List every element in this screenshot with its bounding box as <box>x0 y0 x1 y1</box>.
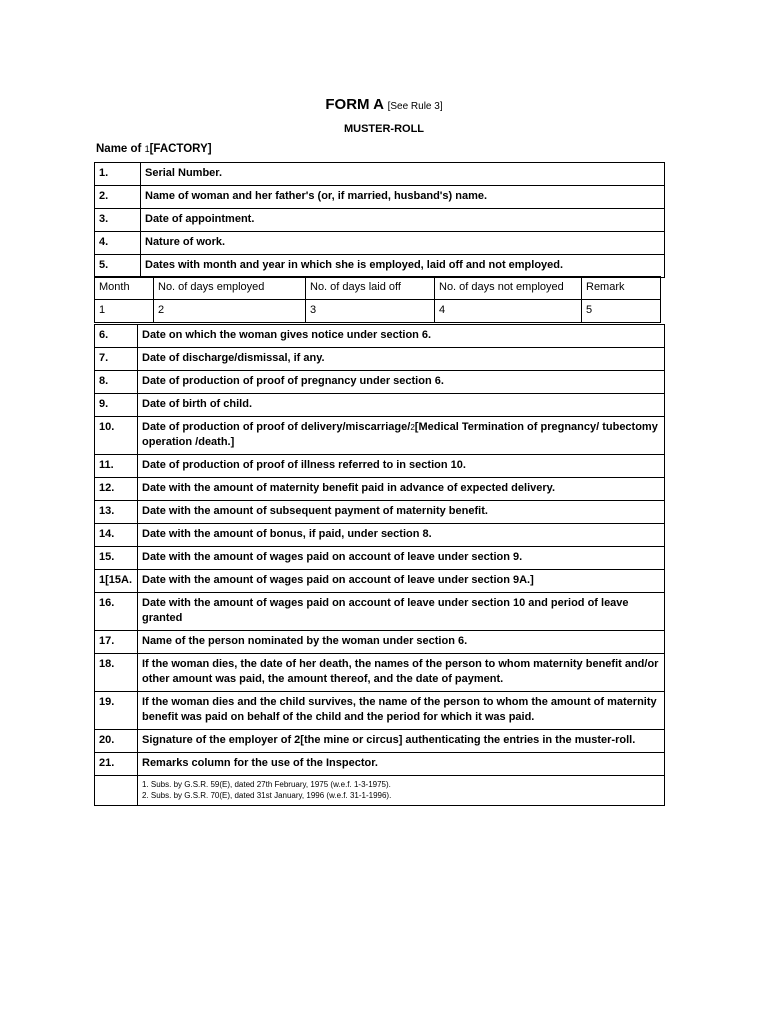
column-number: 5 <box>582 300 661 323</box>
form-subtitle: MUSTER-ROLL <box>343 123 425 135</box>
table-row <box>95 501 665 524</box>
footnote-spacer <box>95 776 138 806</box>
table-row <box>95 478 665 501</box>
row-number: 18. <box>95 654 138 692</box>
footnote-2: 2. Subs. by G.S.R. 70(E), dated 31st January, 1996 (w.e.f. 31-1-1996). <box>142 791 392 800</box>
table-row <box>95 371 665 394</box>
table-row <box>95 255 665 278</box>
table-row <box>95 753 665 776</box>
header-days-not-employed: No. of days not employed <box>435 277 582 300</box>
row-number: 16. <box>95 593 138 631</box>
row-text: Serial Number. <box>141 163 665 186</box>
table-row <box>95 325 665 348</box>
row-text: Remarks column for the use of the Inspector. <box>138 753 665 776</box>
row-number: 13. <box>95 501 138 524</box>
table-row <box>95 394 665 417</box>
row-number: 5. <box>95 255 141 278</box>
row-text <box>138 417 665 455</box>
row-number: 8. <box>95 371 138 394</box>
establishment-type: [FACTORY] <box>149 143 212 155</box>
rule-reference: [See Rule 3] <box>387 101 443 112</box>
footnotes <box>138 776 665 806</box>
row-number: 1. <box>95 163 141 186</box>
row-number: 11. <box>95 455 138 478</box>
table-row <box>95 209 665 232</box>
row-number: 6. <box>95 325 138 348</box>
form-title-text: FORM A <box>325 96 384 113</box>
header-month: Month <box>95 277 154 300</box>
row-text: If the woman dies and the child survives, the name of the person to whom the amount of maternity benefit was paid on behalf of the child and the period for which it was paid. <box>138 692 665 730</box>
footnote-marker: 2 <box>410 423 415 432</box>
column-number: 2 <box>154 300 306 323</box>
row-number: 2. <box>95 186 141 209</box>
footnotes-row <box>95 776 665 806</box>
row-number: 12. <box>95 478 138 501</box>
row-number: 1[15A. <box>95 570 138 593</box>
row-text: Dates with month and year in which she is employed, laid off and not employed. <box>141 255 665 278</box>
table-row <box>95 593 665 631</box>
row-text: Date of production of proof of pregnancy under section 6. <box>138 371 665 394</box>
row-number: 4. <box>95 232 141 255</box>
table-row <box>95 524 665 547</box>
table-row <box>95 186 665 209</box>
row-text-part: Date of production of proof of delivery/miscarriage/ <box>142 421 411 433</box>
row-text: Date with the amount of wages paid on account of leave under section 9. <box>138 547 665 570</box>
column-number: 4 <box>435 300 582 323</box>
table-row <box>95 570 665 593</box>
row-number: 15. <box>95 547 138 570</box>
table-row <box>95 300 661 323</box>
table-row <box>95 163 665 186</box>
employment-days-table <box>94 276 661 323</box>
row-text: Signature of the employer of 2[the mine or circus] authenticating the entries in the muster-roll. <box>138 730 665 753</box>
benefit-fields-table <box>94 324 665 806</box>
row-text: Date with the amount of wages paid on account of leave under section 10 and period of leave granted <box>138 593 665 631</box>
row-number: 10. <box>95 417 138 455</box>
table-row <box>95 417 665 455</box>
footnote-marker: 1 <box>144 144 150 154</box>
row-number: 9. <box>95 394 138 417</box>
header-days-employed: No. of days employed <box>154 277 306 300</box>
row-number: 7. <box>95 348 138 371</box>
row-text: Date on which the woman gives notice under section 6. <box>138 325 665 348</box>
row-number: 19. <box>95 692 138 730</box>
row-text: Date with the amount of subsequent payment of maternity benefit. <box>138 501 665 524</box>
row-text: Nature of work. <box>141 232 665 255</box>
row-text: Date of discharge/dismissal, if any. <box>138 348 665 371</box>
table-row <box>95 631 665 654</box>
row-text: Date with the amount of wages paid on account of leave under section 9A.] <box>138 570 665 593</box>
table-row <box>95 654 665 692</box>
table-row <box>95 455 665 478</box>
row-number: 14. <box>95 524 138 547</box>
header-days-laid-off: No. of days laid off <box>306 277 435 300</box>
row-text: Date of appointment. <box>141 209 665 232</box>
header-remark: Remark <box>582 277 661 300</box>
table-row <box>95 348 665 371</box>
top-fields-table <box>94 162 665 278</box>
row-text: Date of production of proof of illness referred to in section 10. <box>138 455 665 478</box>
row-text: Date with the amount of maternity benefit paid in advance of expected delivery. <box>138 478 665 501</box>
row-text: Date of birth of child. <box>138 394 665 417</box>
row-text: Date with the amount of bonus, if paid, under section 8. <box>138 524 665 547</box>
row-number: 3. <box>95 209 141 232</box>
table-row <box>95 692 665 730</box>
footnote-1: 1. Subs. by G.S.R. 59(E), dated 27th February, 1975 (w.e.f. 1-3-1975). <box>142 780 391 789</box>
form-title <box>0 96 768 113</box>
column-number: 3 <box>306 300 435 323</box>
name-prefix: Name of <box>96 143 145 155</box>
table-row <box>95 730 665 753</box>
row-number: 20. <box>95 730 138 753</box>
table-header-row <box>95 277 661 300</box>
row-number: 21. <box>95 753 138 776</box>
row-number: 17. <box>95 631 138 654</box>
column-number: 1 <box>95 300 154 323</box>
row-text: Name of woman and her father's (or, if married, husband's) name. <box>141 186 665 209</box>
establishment-name-line <box>96 143 212 155</box>
table-row <box>95 232 665 255</box>
row-text-part: [Medical Termination of pregnancy/ tubectomy operation /death.] <box>142 421 658 448</box>
table-row <box>95 547 665 570</box>
row-text: Name of the person nominated by the woman under section 6. <box>138 631 665 654</box>
row-text: If the woman dies, the date of her death, the names of the person to whom maternity benefit and/or other amount was paid, the amount thereof, and the date of payment. <box>138 654 665 692</box>
